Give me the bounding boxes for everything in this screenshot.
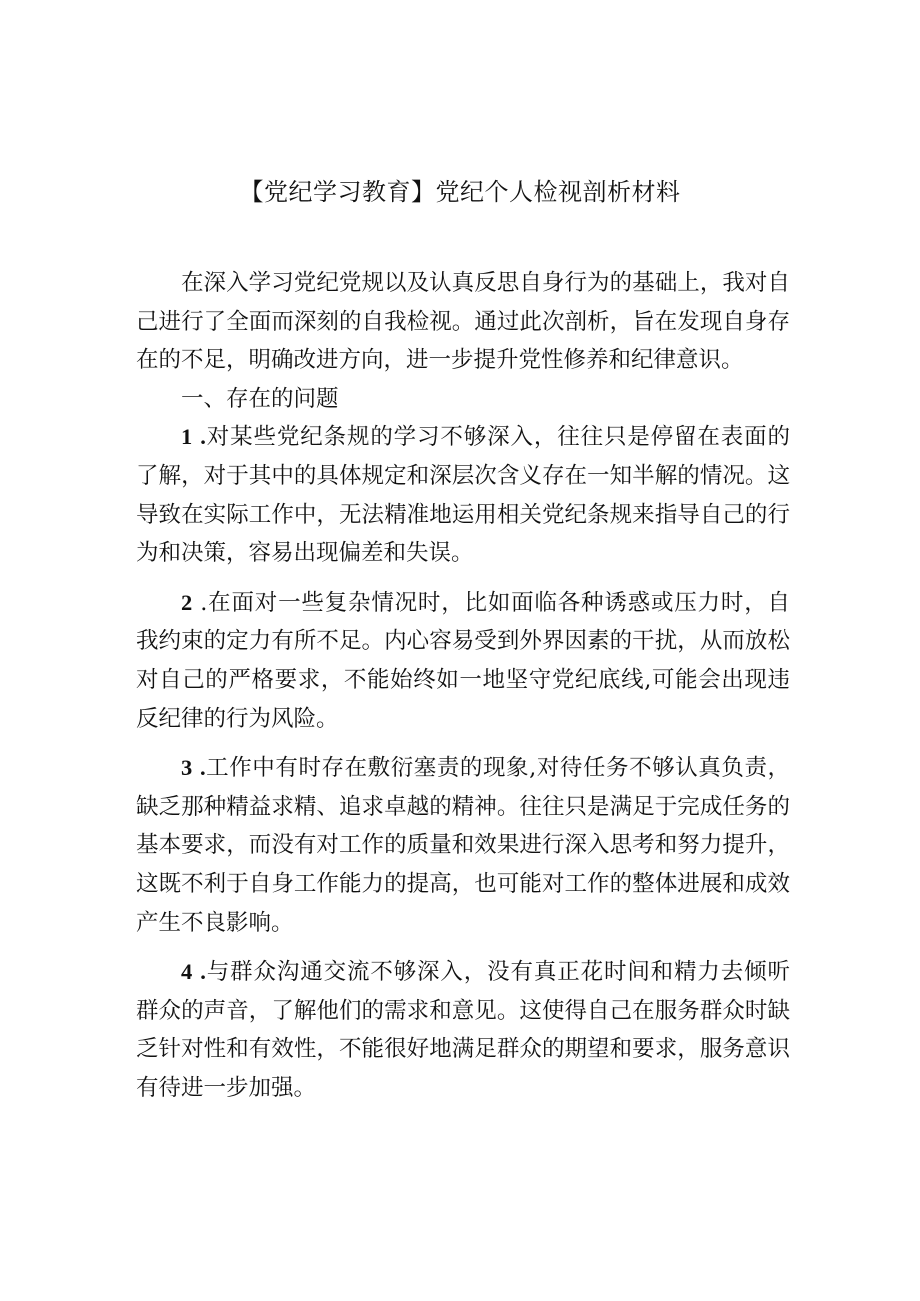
item-separator: . <box>200 424 206 450</box>
document-title: 【党纪学习教育】党纪个人检视剖析材料 <box>239 178 681 206</box>
item-separator: . <box>200 959 206 985</box>
item-separator: . <box>199 755 206 781</box>
item-text: 与群众沟通交流不够深入，没有真正花时间和精力去倾听群众的声音，了解他们的需求和意见。这使得自己在服务群众时缺乏针对性和有效性，不能很好地满足群众的期望和要求，服务意识有待进一步加强。 <box>136 959 790 1101</box>
item-text: 工作中有时存在敷衍塞责的现象,对待任务不够认真负责，缺乏那种精益求精、追求卓越的精神。往往只是满足于完成任务的基本要求，而没有对工作的质量和效果进行深入思考和努力提升，这既不利于自身工作能力的提高，也可能对工作的整体进展和成效产生不良影响。 <box>136 755 791 936</box>
intro-paragraph: 在深入学习党纪党规以及认真反思自身行为的基础上，我对自己进行了全面而深刻的自我检视。通过此次剖析，旨在发现自身存在的不足，明确改进方向，进一步提升党性修养和纪律意识。 <box>136 270 790 374</box>
list-item <box>136 749 790 942</box>
item-text: 对某些党纪条规的学习不够深入，往往只是停留在表面的了解，对于其中的具体规定和深层次含义存在一知半解的情况。这导致在实际工作中，无法精准地运用相关党纪条规来指导自己的行为和决策，容易出现偏差和失误。 <box>136 424 790 567</box>
list-item <box>136 953 790 1107</box>
item-number: 1 <box>181 424 193 450</box>
section-heading: 一、存在的问题 <box>181 385 339 412</box>
item-number: 4 <box>181 959 193 985</box>
item-number: 3 <box>181 755 193 781</box>
document-body <box>136 264 790 1107</box>
item-text: 在面对一些复杂情况时，比如面临各种诱惑或压力时，自我约束的定力有所不足。内心容易受到外界因素的干扰，从而放松对自己的严格要求，不能始终如一地坚守党纪底线,可能会出现违反纪律的行为风险。 <box>136 589 790 732</box>
item-number: 2 <box>181 589 193 615</box>
list-item <box>136 584 790 738</box>
list-item <box>136 418 790 572</box>
item-separator: . <box>200 589 208 616</box>
